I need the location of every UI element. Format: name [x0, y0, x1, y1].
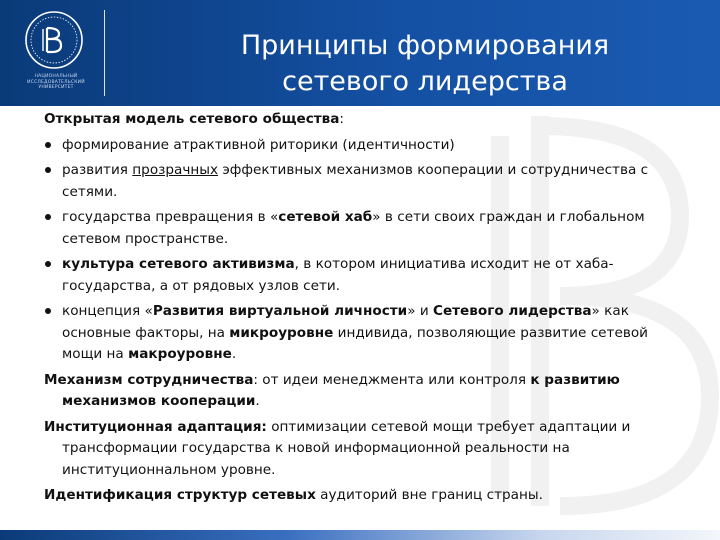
mechanism-paragraph [44, 370, 674, 413]
bullet-text: » как основные факторы, на [62, 303, 629, 341]
identification-text: аудиторий вне границ страны. [315, 487, 543, 503]
open-model-label: Открытая модель сетевого общества [44, 111, 340, 127]
open-model-heading [44, 109, 674, 131]
bullet-text: Сетевого лидерства [432, 303, 592, 319]
bullet-text: развития [62, 162, 133, 178]
mechanism-bold-end: к развитию механизмов кооперации [62, 371, 620, 409]
bullet-item [44, 135, 674, 157]
bullet-text: » в сети своих граждан и глобальном сетевом пространстве. [62, 209, 645, 247]
bullet-text: сетевой хаб [278, 209, 373, 225]
university-logo [10, 8, 98, 98]
page-title [150, 28, 700, 100]
slide-header [0, 0, 720, 106]
bullet-text: » и [407, 303, 433, 319]
bullet-text: культура сетевого активизма [62, 256, 295, 272]
bullet-item [44, 207, 674, 250]
bullet-item [44, 301, 674, 366]
bullet-text: концепция « [62, 303, 153, 319]
institutional-text: оптимизации сетевой мощи требует адаптации и трансформации государства к новой информационной реальности на институционнальном уровне. [62, 418, 631, 478]
bullet-text: макроуровне [128, 346, 232, 362]
bullet-text: индивида, позволяющие развитие сетевой мощи на [62, 324, 648, 362]
mechanism-end: . [255, 393, 260, 409]
bullet-text: микроуровне [229, 324, 334, 341]
bullet-text: государства превращения в « [62, 209, 279, 225]
mechanism-label: Механизм сотрудничества [44, 371, 254, 388]
identification-label: Идентификация структур сетевых [44, 487, 316, 503]
identification-paragraph [44, 485, 674, 507]
hse-emblem-icon [10, 8, 98, 72]
title-line-2: сетевого лидерства [282, 66, 568, 97]
bullet-text: прозрачных [132, 162, 219, 178]
logo-caption: НАЦИОНАЛЬНЫЙ ИССЛЕДОВАТЕЛЬСКИЙ УНИВЕРСИТЕТ [27, 74, 85, 90]
institutional-paragraph [44, 417, 674, 482]
bullet-item [44, 160, 674, 203]
title-line-1: Принципы формирования [240, 30, 610, 61]
bullet-item [44, 254, 674, 297]
mechanism-text: : от идеи менеджмента или контроля [253, 371, 531, 388]
bullet-list [44, 135, 674, 366]
institutional-label: Институционная адаптация: [44, 418, 267, 435]
open-model-suffix: : [339, 111, 345, 127]
bullet-text: Развития виртуальной личности [152, 303, 408, 319]
bullet-text: , в котором инициатива исходит не от хаба-государства, а от рядовых узлов сети. [62, 256, 614, 294]
bullet-text: . [231, 346, 237, 362]
slide-content [44, 109, 674, 511]
header-divider [104, 10, 105, 96]
bullet-text: формирование атрактивной риторики (идентичности) [62, 136, 455, 153]
footer-bar [0, 530, 720, 540]
bullet-text: эффективных механизмов кооперации и сотрудничества с сетями. [62, 162, 649, 200]
